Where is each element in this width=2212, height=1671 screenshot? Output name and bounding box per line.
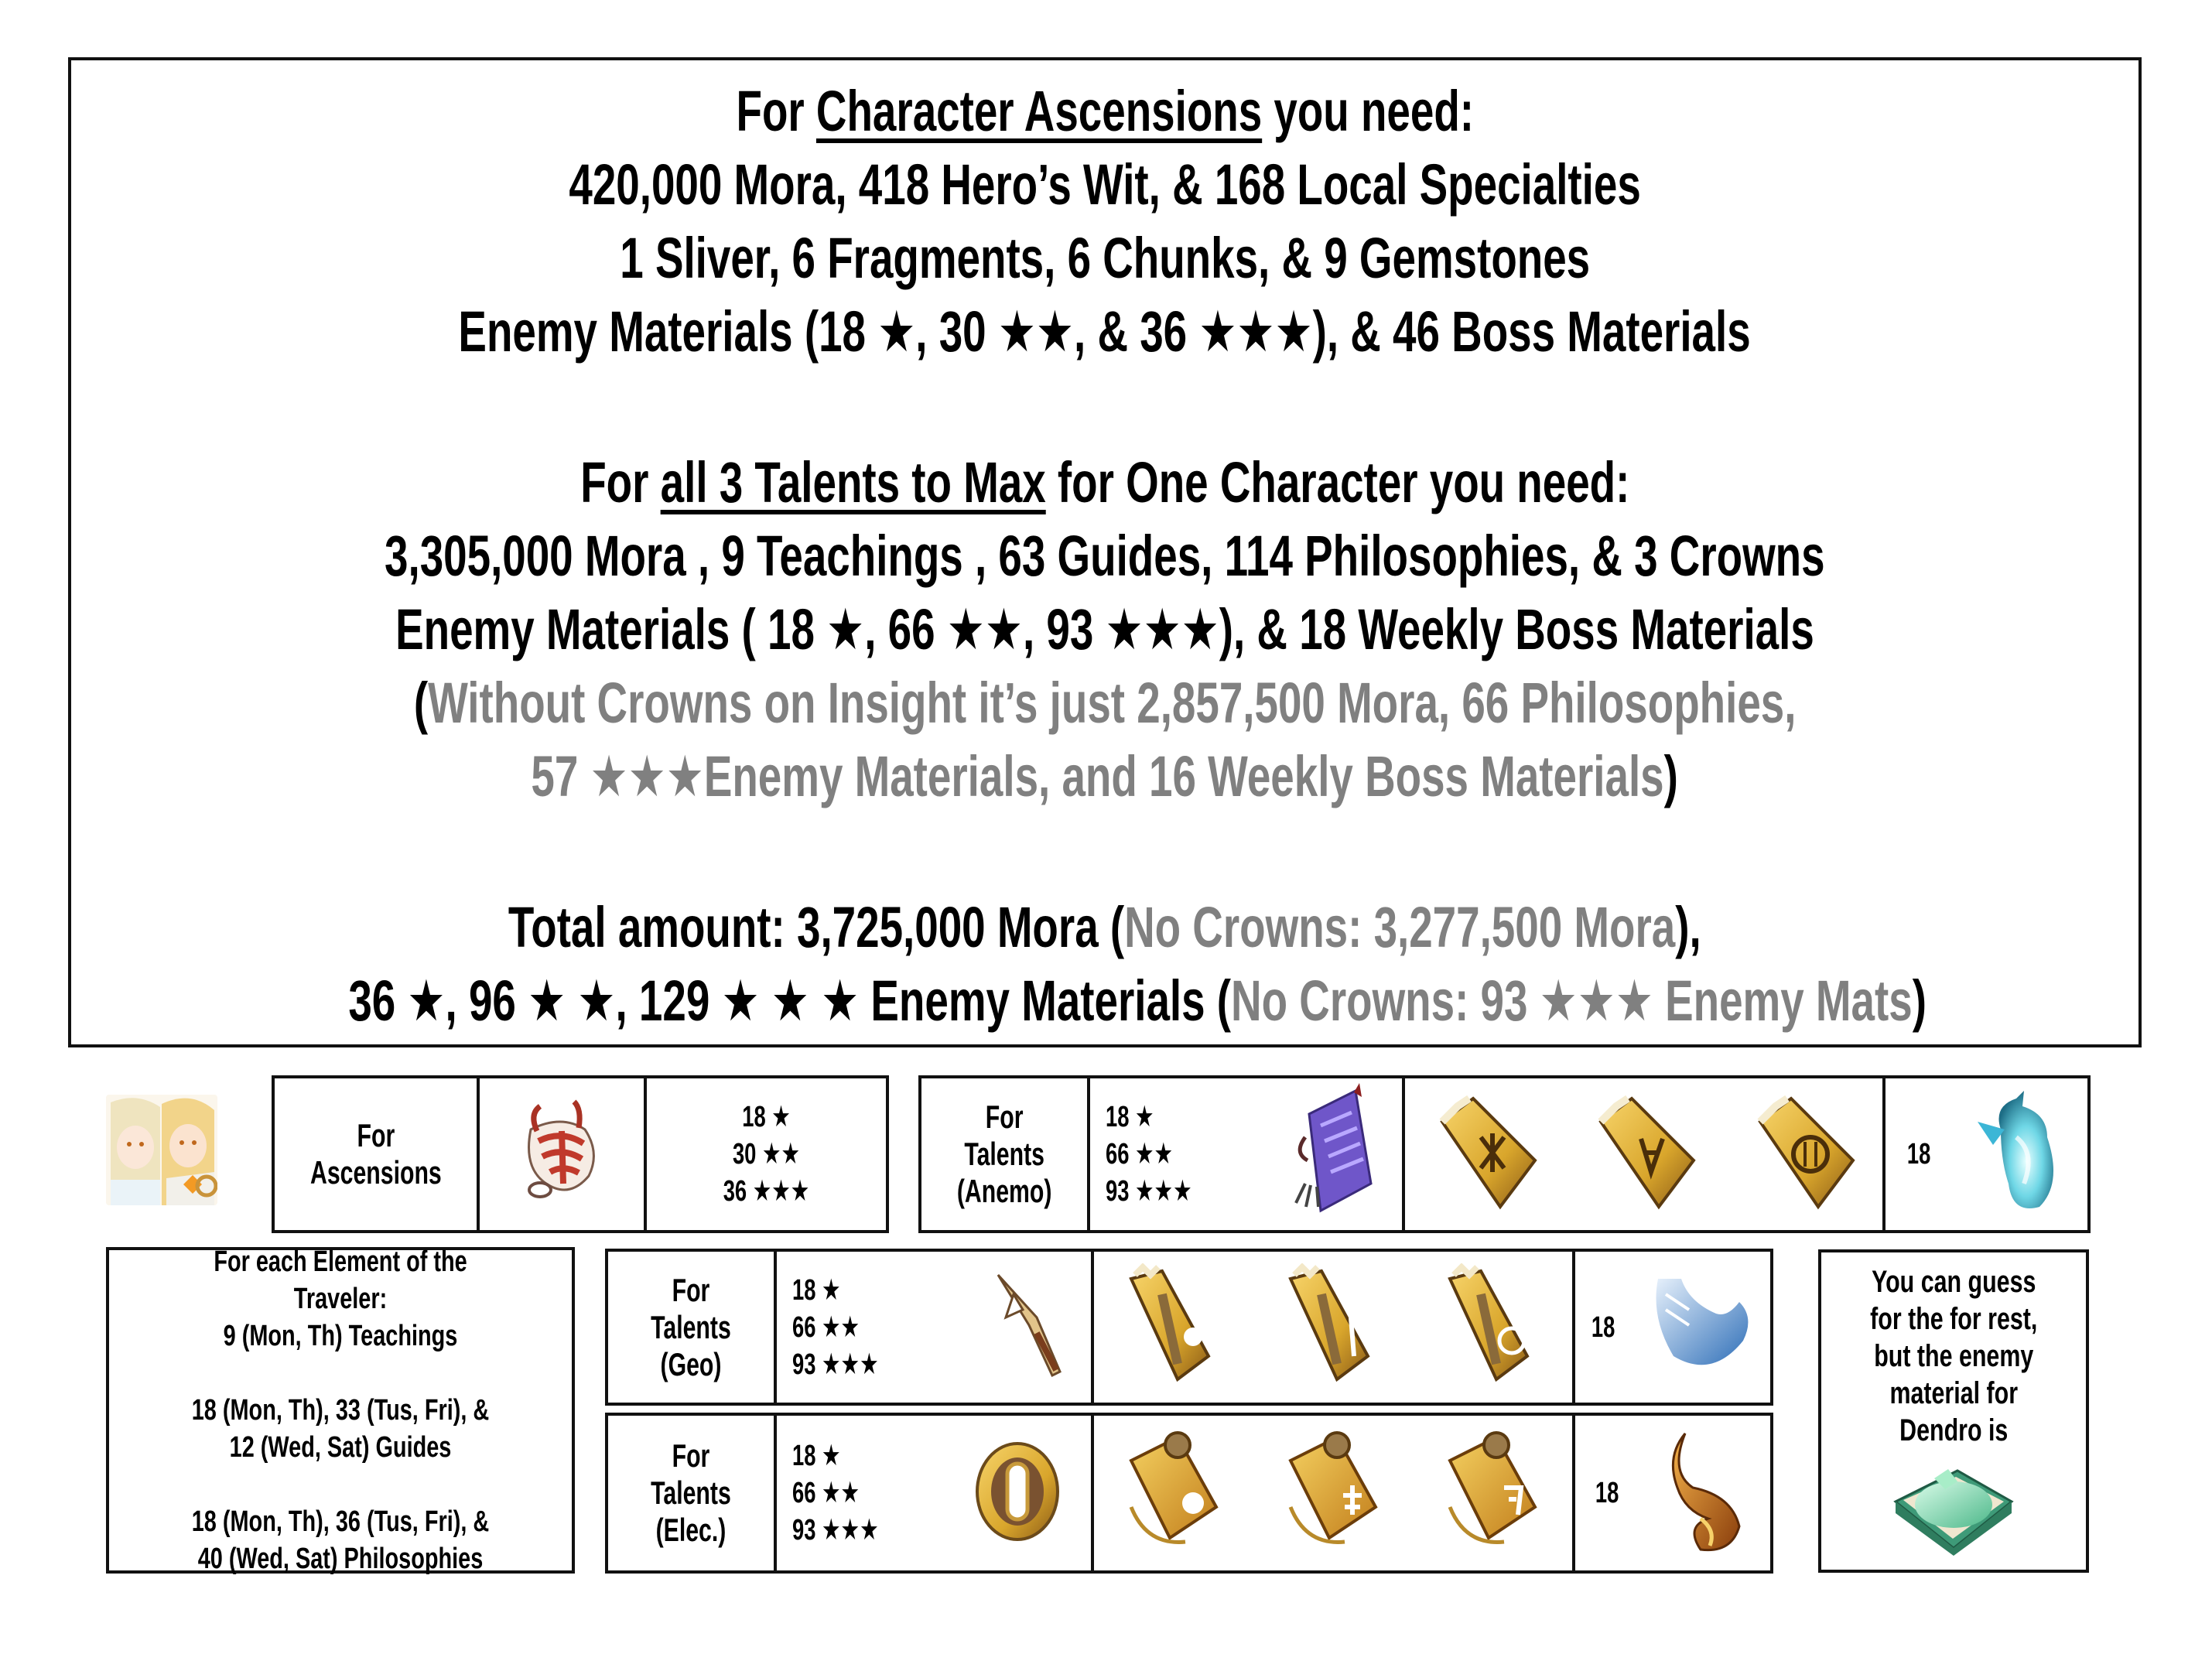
elegance-scroll-icon [1275,1430,1391,1557]
electro-label-cell: For Talents (Elec.) [608,1416,777,1570]
fungal-spores-box-icon [1888,1455,2019,1560]
geo-books-cell [1094,1252,1575,1403]
ascensions-heading: For Character Ascensions you need: [736,79,1474,143]
ascension-table [272,1075,889,1233]
scroll-enemy-material-icon [1286,1083,1379,1226]
ascensions-line-1: 420,000 Mora, 418 Hero’s Wit, & 168 Local Specialties [569,152,1641,217]
ballad-philosophies-book-icon [1745,1091,1861,1218]
arrowhead-enemy-material-icon [990,1271,1068,1383]
total-line-1: Total amount: 3,725,000 Mora (No Crowns: 3,277,500 Mora), [508,895,1701,959]
geo-label-cell: For Talents (Geo) [608,1252,777,1403]
diligence-book-icon [1275,1263,1391,1391]
mask-enemy-material-icon [508,1099,616,1211]
electro-enemy-cell: 18 ★ 66 ★★ 93 ★★★ [777,1416,1094,1570]
summary-box [68,57,2142,1047]
freedom-teachings-book-icon [1427,1091,1543,1218]
electro-talents-table [605,1413,1773,1574]
ascension-label-cell: For Ascensions [275,1078,480,1230]
tail-of-boreas-icon [1643,1271,1759,1383]
dragon-lord-crown-horn-icon [1654,1426,1755,1561]
traveler-twins-portrait [106,1095,217,1205]
geo-boss-cell: 18 [1575,1252,1770,1403]
ascensions-line-3: Enemy Materials (18 ★, 30 ★★, & 36 ★★★), & 46 Boss Materials [458,299,1752,364]
gold-book-icon [1434,1263,1550,1391]
talents-note-line-1: (Without Crowns on Insight it’s just 2,857,500 Mora, 66 Philosophies, [413,671,1797,735]
talents-heading: For all 3 Talents to Max for One Character you need: [579,450,1630,514]
anemo-label-cell: For Talents (Anemo) [921,1078,1090,1230]
total-line-2: 36 ★, 96 ★ ★, 129 ★ ★ ★ Enemy Materials (No Crowns: 93 ★★★ Enemy Mats) [348,969,1927,1033]
anemo-boss-cell: 18 [1885,1078,2087,1230]
geo-talents-table [605,1249,1773,1406]
handguard-enemy-material-icon [967,1437,1068,1550]
transience-scroll-icon [1116,1430,1232,1557]
dvalin-plume-icon [1970,1091,2070,1218]
ascensions-line-2: 1 Sliver, 6 Fragments, 6 Chunks, & 9 Gemstones [620,226,1590,290]
talents-line-2: Enemy Materials ( 18 ★, 66 ★★, 93 ★★★), & 18 Weekly Boss Materials [395,597,1814,661]
anemo-talents-table [918,1075,2091,1233]
ascension-enemy-cell [480,1078,647,1230]
talents-note-line-2: 57 ★★★Enemy Materials, and 16 Weekly Boss Materials) [531,744,1679,808]
prosperity-book-icon [1116,1263,1232,1391]
geo-enemy-cell: 18 ★ 66 ★★ 93 ★★★ [777,1252,1094,1403]
resistance-guide-book-icon [1585,1091,1701,1218]
ascension-counts-cell: 18 ★ 30 ★★ 36 ★★★ [723,1101,810,1208]
electro-scrolls-cell [1094,1416,1575,1570]
ascensions-heading-underlined: Character Ascensions [815,79,1262,143]
electro-boss-cell: 18 [1575,1416,1770,1570]
anemo-books-cell [1405,1078,1885,1230]
talents-line-1: 3,305,000 Mora , 9 Teachings , 63 Guides, 114 Philosophies, & 3 Crowns [385,524,1825,588]
anemo-enemy-cell: 18 ★ 66 ★★ 93 ★★★ [1090,1078,1405,1230]
talents-heading-underlined: all 3 Talents to Max [660,450,1046,514]
traveler-info-box: For each Element of the Traveler: 9 (Mon, Th) Teachings 18 (Mon, Th), 33 (Tus, Fri), & 12 (Wed, Sat) Guides 18 (Mon, Th), 36 (Tus, Fri), & 40 (Wed, Sat) Philosophies [106,1247,575,1574]
dendro-note-box: You can guess for the for rest, but the enemy material for Dendro is [1818,1249,2089,1573]
light-scroll-icon [1434,1430,1550,1557]
